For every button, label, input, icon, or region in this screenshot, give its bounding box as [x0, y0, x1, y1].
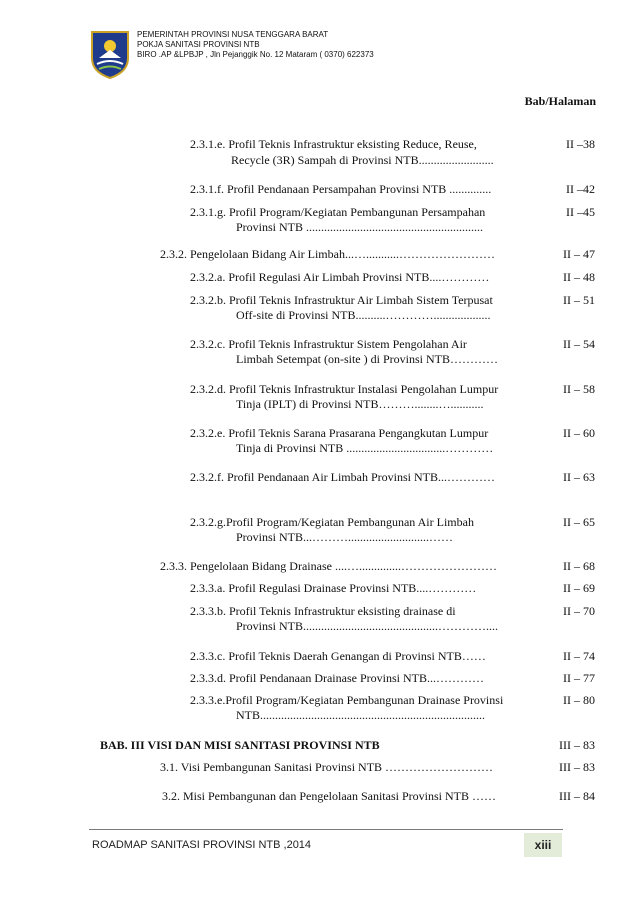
toc-entry-2-3-3-a: 2.3.3.a. Profil Regulasi Drainase Provinsi NTB....…………	[190, 581, 477, 595]
toc-entry-2-3-2-g: 2.3.2.g.Profil Program/Kegiatan Pembangunan Air Limbah	[190, 515, 474, 529]
ntb-emblem-logo	[89, 28, 131, 80]
page-ref-2-3-1-e: II –38	[566, 137, 595, 151]
toc-entry-3-2: 3.2. Misi Pembangunan dan Pengelolaan Sanitasi Provinsi NTB ……	[162, 789, 496, 803]
page-ref-2-3-2-f: II – 63	[563, 470, 595, 484]
footer-title: ROADMAP SANITASI PROVINSI NTB ,2014	[92, 839, 312, 851]
page-ref-2-3-2-g: II – 65	[563, 515, 595, 529]
header-line-3: BIRO .AP &LPBJP , Jln Pejanggik No. 12 Mataram ( 0370) 622373	[137, 50, 374, 59]
toc-entry-2-3-2-c: 2.3.2.c. Profil Teknis Infrastruktur Sistem Pengolahan Air	[190, 337, 467, 351]
page-ref-2-3-2-c: II – 54	[563, 337, 595, 351]
page-ref-2-3-1-g: II –45	[566, 205, 595, 219]
toc-entry-2-3-3: 2.3.3. Pengelolaan Bidang Drainase ....…..............……………………	[160, 559, 497, 573]
page-ref-2-3-2: II – 47	[563, 247, 595, 261]
toc-entry-2-3-3-b-cont: Provinsi NTB.............................................…………....	[236, 619, 499, 633]
page-ref-2-3-3-a: II – 69	[563, 581, 595, 595]
toc-entry-2-3-1-e: 2.3.1.e. Profil Teknis Infrastruktur eksisting Reduce, Reuse,	[190, 137, 477, 151]
toc-entry-3-1: 3.1. Visi Pembangunan Sanitasi Provinsi NTB ………………………	[160, 760, 494, 774]
page-ref-2-3-3-e: II – 80	[563, 693, 595, 707]
footer-rule	[89, 829, 563, 830]
toc-entry-2-3-3-b: 2.3.3.b. Profil Teknis Infrastruktur eksisting drainase di	[190, 604, 456, 618]
toc-entry-2-3-2-b: 2.3.2.b. Profil Teknis Infrastruktur Air Limbah Sistem Terpusat	[190, 293, 493, 307]
toc-entry-2-3-2-a: 2.3.2.a. Profil Regulasi Air Limbah Provinsi NTB....…………	[190, 270, 490, 284]
page-ref-bab-iii: III – 83	[559, 738, 595, 752]
page-ref-3-1: III – 83	[559, 760, 595, 774]
toc-entry-2-3-2-e-cont: Tinja di Provinsi NTB .................................…………	[236, 441, 494, 455]
toc-entry-2-3-3-e: 2.3.3.e.Profil Program/Kegiatan Pembangunan Drainase Provinsi	[190, 693, 504, 707]
toc-entry-2-3-1-e-cont: Recycle (3R) Sampah di Provinsi NTB.........................	[231, 153, 494, 167]
toc-entry-2-3-3-e-cont: NTB...........................................................................	[236, 708, 485, 722]
toc-entry-2-3-3-c: 2.3.3.c. Profil Teknis Daerah Genangan di Provinsi NTB……	[190, 649, 486, 663]
page-ref-2-3-3-b: II – 70	[563, 604, 595, 618]
page-ref-2-3-2-b: II – 51	[563, 293, 595, 307]
page-ref-2-3-3-d: II – 77	[563, 671, 595, 685]
toc-entry-2-3-1-g-cont: Provinsi NTB ...........................................................	[236, 220, 484, 234]
toc-entry-2-3-2-f: 2.3.2.f. Profil Pendanaan Air Limbah Provinsi NTB...…………	[190, 470, 495, 484]
page-number-badge: xiii	[524, 833, 562, 857]
page-ref-3-2: III – 84	[559, 789, 595, 803]
toc-entry-2-3-2: 2.3.2. Pengelolaan Bidang Air Limbah...…...........……………………	[160, 247, 495, 261]
bab-halaman-heading: Bab/Halaman	[524, 94, 596, 108]
page-ref-2-3-2-d: II – 58	[563, 382, 595, 396]
page-ref-2-3-2-a: II – 48	[563, 270, 595, 284]
toc-entry-2-3-2-e: 2.3.2.e. Profil Teknis Sarana Prasarana Pengangkutan Lumpur	[190, 426, 489, 440]
header-line-2: POKJA SANITASI PROVINSI NTB	[137, 40, 260, 49]
toc-entry-2-3-2-g-cont: Provinsi NTB...………...........................……	[236, 530, 454, 544]
page-ref-2-3-2-e: II – 60	[563, 426, 595, 440]
toc-entry-2-3-3-d: 2.3.3.d. Profil Pendanaan Drainase Provinsi NTB...…………	[190, 671, 484, 685]
toc-entry-2-3-2-c-cont: Limbah Setempat (on-site ) di Provinsi NTB…………	[236, 352, 498, 366]
toc-entry-2-3-2-b-cont: Off-site di Provinsi NTB..........…………...................	[236, 308, 491, 322]
toc-chapter-bab-iii: BAB. III VISI DAN MISI SANITASI PROVINSI NTB	[100, 738, 380, 752]
page-ref-2-3-3-c: II – 74	[563, 649, 595, 663]
page-ref-2-3-1-f: II –42	[566, 182, 595, 196]
toc-entry-2-3-1-f: 2.3.1.f. Profil Pendanaan Persampahan Provinsi NTB ..............	[190, 182, 492, 196]
toc-entry-2-3-2-d-cont: Tinja (IPLT) di Provinsi NTB………........…...........	[236, 397, 484, 411]
toc-entry-2-3-2-d: 2.3.2.d. Profil Teknis Infrastruktur Instalasi Pengolahan Lumpur	[190, 382, 499, 396]
header-line-1: PEMERINTAH PROVINSI NUSA TENGGARA BARAT	[137, 30, 329, 39]
toc-entry-2-3-1-g: 2.3.1.g. Profil Program/Kegiatan Pembangunan Persampahan	[190, 205, 486, 219]
page-ref-2-3-3: II – 68	[563, 559, 595, 573]
